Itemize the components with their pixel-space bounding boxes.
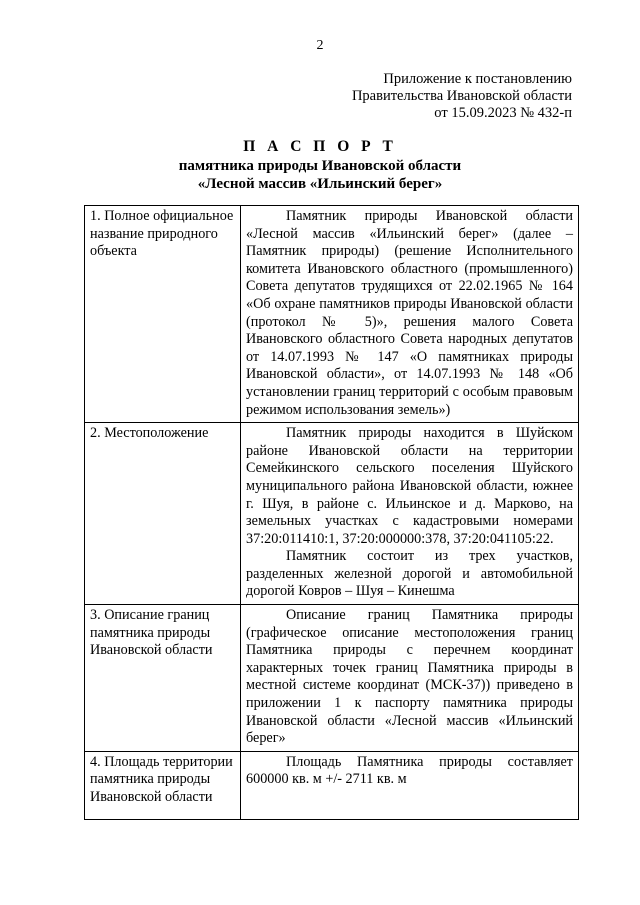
row-content	[241, 605, 579, 752]
title-heading: П А С П О Р Т	[243, 138, 397, 155]
document-title	[0, 138, 640, 193]
appendix-reference	[352, 71, 572, 122]
row-content	[241, 206, 579, 423]
table-row	[85, 423, 579, 605]
content-paragraph: Площадь Памятника природы составляет 600000 кв. м +/- 2711 кв. м	[246, 753, 573, 788]
content-paragraph: Описание границ Памятника природы (графическое описание местоположения границ Памятника природы с перечнем координат характерных точек границ Памятника природы в местной системе координат (МСК-37)) приведено в приложении 1 к паспорту памятника природы Ивановской области «Лесной массив «Ильинский берег»	[246, 607, 573, 747]
appendix-line-2: Правительства Ивановской области	[351, 88, 572, 104]
appendix-line-1: Приложение к постановлению	[383, 71, 572, 87]
page-number: 2	[316, 38, 324, 53]
content-paragraph: Памятник природы Ивановской области «Лесной массив «Ильинский берег» (далее – Памятник природы) (решение Исполнительного комитета Ивановского областного (промышленного) Совета депутатов трудящихся от 22.02.1965 № 164 «Об охране памятников природы Ивановской области (протокол № 5)», решения малого Совета Ивановского областного Совета народных депутатов от 14.07.1993 № 147 «О памятниках природы Ивановской области», от 14.07.1993 № 148 «Об установлении границ территорий с особым правовым режимом использования земель»)	[246, 208, 573, 418]
table-row	[85, 751, 579, 819]
row-label: 3. Описание границ памятника природы Ивановской области	[85, 605, 241, 752]
content-paragraph: Памятник состоит из трех участков, разделенных железной дорогой и автомобильной дорогой Ковров – Шуя – Кинешма	[246, 548, 573, 600]
row-label: 2. Местоположение	[85, 423, 241, 605]
row-content	[241, 423, 579, 605]
appendix-line-3: от 15.09.2023 № 432-п	[434, 105, 572, 121]
table-row	[85, 206, 579, 423]
row-content	[241, 751, 579, 819]
passport-table	[84, 205, 579, 820]
content-paragraph: Памятник природы находится в Шуйском районе Ивановской области на территории Семейкинского сельского поселения Шуйского муниципального района Ивановской области, южнее г. Шуя, в районе с. Ильинское и д. Марково, на земельных участках с кадастровыми номерами 37:20:011410:1, 37:20:000000:378, 37:20:041105:22.	[246, 425, 573, 547]
row-label: 1. Полное официальное название природного объекта	[85, 206, 241, 423]
row-label: 4. Площадь территории памятника природы Ивановской области	[85, 751, 241, 819]
title-line-1: памятника природы Ивановской области	[178, 158, 462, 174]
table-row	[85, 605, 579, 752]
title-line-2: «Лесной массив «Ильинский берег»	[197, 176, 443, 192]
